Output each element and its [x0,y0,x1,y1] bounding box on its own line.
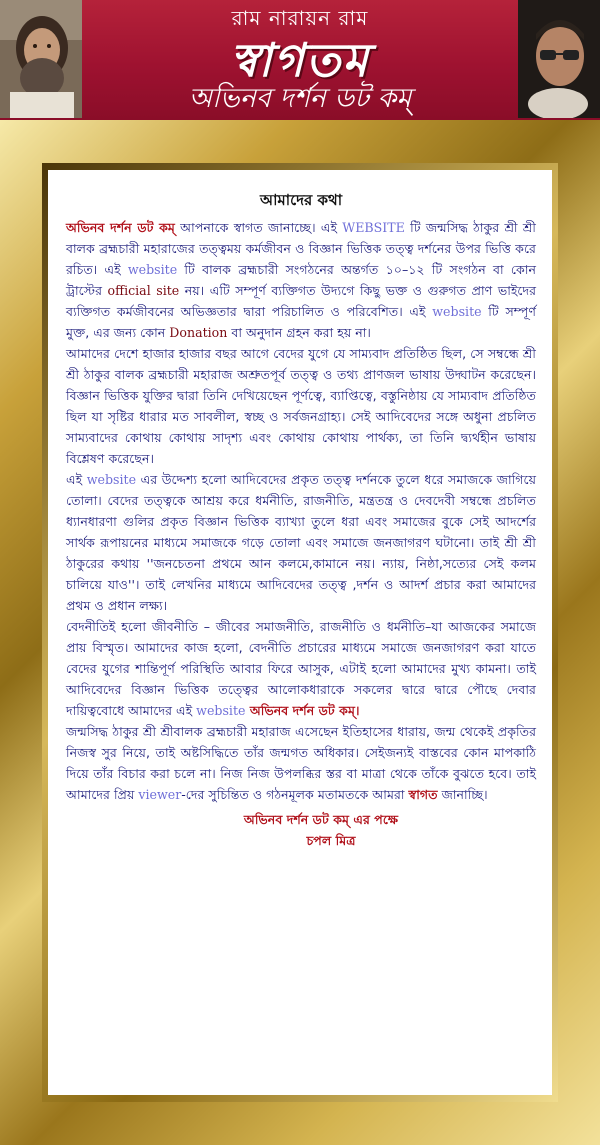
signature-on-behalf: অভিনব দর্শন ডট কম্ এর পক্ষে [243,812,399,827]
article-heading: আমাদের কথা [259,191,343,209]
website-term: website [432,304,482,319]
paragraph-purpose: এই website এর উদ্দেশ্য হলো আদিবেদের প্রকৃত তত্ত্ব দর্শনকে তুলে ধরে সমাজকে জাগিয়ে তোলা। বেদের তত্ত্বকে আশ্রয় করে ধর্মনীতি, রাজনীতি, মন্ত্রতন্ত্র ও দেবদেবী সম্বন্ধে প্রচলিত ধ্যানধারণা গুলির প্রকৃত বিজ্ঞান ভিত্তিক ব্যাখ্যা তুলে ধরা এবং সমাজের বুকে সেই আদর্শের সার্থক রূপায়নের মাধ্যমে সমাজকে গড়ে তোলা এবং সমাজে জনজাগরণ ঘটানো। তাই শ্রী শ্রী ঠাকুরের কথায় ''জনচেতনা প্রথমে আন কলমে,কামানে নয়। ন্যায়, নিষ্ঠা,সত্যের সেই কলম চালিয়ে যাও''। তাই লেখনির মাধ্যমে আদিবেদের তত্ত্ব ,দর্শন ও আদর্শ প্রচার করা আমাদের প্রথম ও প্রধান লক্ষ্য। [66,472,536,613]
gold-picture-frame [0,120,600,1145]
website-term: WEBSITE [342,220,405,235]
article-body [48,170,552,1095]
paragraph-intro: অভিনব দর্শন ডট কম্ আপনাকে স্বাগত জানাচ্ছে। এই WEBSITE টি জন্মসিদ্ধ ঠাকুর শ্রী শ্রী বালক ব্রহ্মচারী মহারাজের তত্ত্বময় কর্মজীবন ও বিজ্ঞান ভিত্তিক তত্ত্ব দর্শনের উপর ভিত্তি করে রচিত। এই website টি বালক ব্রহ্মচারী সংগঠনের অন্তর্গত ১০–১২ টি সংগঠন বা কোন ট্রাস্টের official site নয়। এটি সম্পূর্ণ ব্যক্তিগত উদ্যগে কিছু ভক্ত ও গুরুগত প্রাণ ভাইদের ব্যক্তিগত কর্মজীবনের অভিজ্ঞতার দ্বারা পরিচালিত ও পরিবেশিত। এই website টি সম্পূর্ণ মুক্ত, এর জন্য কোন Donation বা অনুদান গ্রহন করা হয় না। [66,220,537,340]
banner-welcome-title: স্বাগতম [230,33,370,87]
paragraph-samyabad: আমাদের দেশে হাজার হাজার বছর আগে বেদের যুগে যে সাম্যবাদ প্রতিষ্ঠিত ছিল, সে সম্বন্ধে শ্রী শ্রী ঠাকুর বালক ব্রহ্মচারী মহারাজ অশ্রুতপূর্ব তত্ত্ব ও তথ্য প্রাণজল ভাষায় উদ্ঘাটন করেছেন। বিজ্ঞান ভিত্তিক যুক্তির দ্বারা তিনি দেখিয়েছেন পূর্ণত্বে, ব্যাপ্তিত্বে, বস্তুনিষ্ঠায় যে সাম্যবাদ প্রতিষ্ঠিত ছিল যা সৃষ্টির ধারার মত সাবলীল, স্বচ্ছ ও সর্বজনগ্রাহ্য। সেই আদিবেদের সঙ্গে অধুনা প্রচলিত সাম্যবাদের কোথায় কোথায় সাদৃশ্য এবং কোথায় কোথায় পার্থক্য, তা তিনি দ্ব্যর্থহীন ভাষায় বিশ্লেষণ করেছেন। [66,346,536,466]
viewer-term: viewer [138,787,182,802]
signature-block [66,809,536,851]
portrait-left [0,0,82,118]
website-term: website [196,703,246,718]
welcome-highlight: স্বাগত [408,787,438,802]
banner-site-name: অভিনব দর্শন ডট কম্ [188,83,412,114]
site-name-highlight: অভিনব দর্শন ডট কম্ [66,220,175,235]
portrait-right [518,0,600,118]
signature-name: চপল মিত্র [306,833,356,848]
website-term: website [127,262,178,277]
website-term: website [86,472,137,487]
official-site-term: official site [107,283,180,298]
bearded-man-portrait [0,0,82,118]
banner-subtitle-top: রাম নারায়ন রাম [231,6,369,30]
header-banner [0,0,600,120]
paragraph-thakur: জন্মসিদ্ধ ঠাকুর শ্রী শ্রীবালক ব্রহ্মচারী মহারাজ এসেছেন ইতিহাসের ধারায়, জন্ম থেকেই প্রকৃতির নিজস্ব সুর নিয়ে, তাই অষ্টসিদ্ধিতে তাঁর জন্মগত অধিকার। সেইজন্যই বাস্তবের কোন মাপকাঠি দিয়ে তাঁর বিচার করা চলে না। নিজ নিজ উপলব্ধির স্তর বা মাত্রা থেকে তাঁকে বুঝতে হবে। তাই আমাদের প্রিয় viewer-দের সুচিন্তিত ও গঠনমূলক মতামতকে আমরা স্বাগত জানাচ্ছি। [66,724,536,802]
donation-term: Donation [169,325,228,340]
man-with-glasses-portrait [518,0,600,118]
paragraph-vedaniti: বেদনীতিই হলো জীবনীতি – জীবের সমাজনীতি, রাজনীতি ও ধর্মনীতি–যা আজকের সমাজে প্রায় বিস্মৃত। আমাদের কাজ হলো, বেদনীতি প্রচারের মাধ্যমে সমাজে জনজাগরণ করা যাতে বেদের যুগের শান্তিপূর্ণ পরিস্থিতি আবার ফিরে আসুক, এটাই হলো আমাদের মুখ্য কামনা। তাই আদিবেদের বিজ্ঞান ভিত্তিক তত্ত্বের আলোকধারাকে সকলের দ্বারে দ্বারে পৌছে দেবার দায়িত্ববোধে আমাদের এই website অভিনব দর্শন ডট কম্। [66,619,536,718]
site-name-highlight: অভিনব দর্শন ডট কম্। [245,703,360,718]
